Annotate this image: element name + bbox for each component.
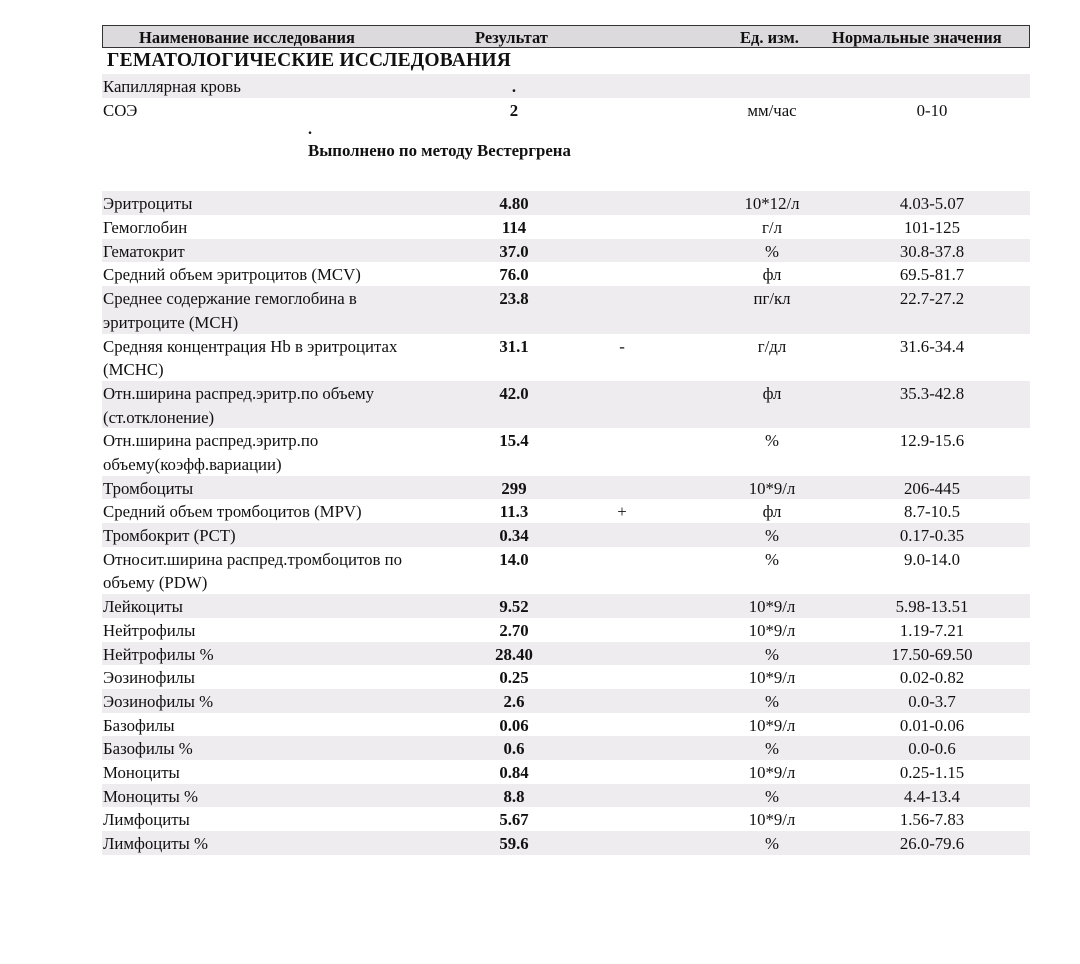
test-norm: 0.01-0.06 (899, 715, 965, 735)
test-result: 0.84 (499, 762, 529, 782)
test-result: 9.52 (499, 597, 529, 617)
table-row (102, 618, 1030, 642)
header-unit: Ед. изм. (740, 28, 799, 47)
test-name: СОЭ (103, 100, 138, 120)
test-norm: 0.0-0.6 (908, 739, 956, 759)
test-unit: % (765, 549, 779, 569)
test-unit: фл (762, 502, 782, 522)
table-header (102, 25, 1030, 48)
test-result: 37.0 (499, 241, 529, 261)
method-note (102, 121, 1030, 191)
test-norm: 17.50-69.50 (891, 644, 973, 664)
table-row (102, 807, 1030, 831)
test-name: Средний объем тромбоцитов (MPV) (103, 502, 362, 522)
test-name: Моноциты % (103, 786, 199, 806)
pre-rows (102, 74, 1030, 121)
test-norm: 4.4-13.4 (904, 786, 960, 806)
test-unit: г/дл (757, 336, 787, 356)
table-row (102, 98, 1030, 122)
test-norm: 26.0-79.6 (899, 834, 965, 854)
test-unit: 10*9/л (748, 715, 796, 735)
test-result: 59.6 (499, 834, 529, 854)
test-result: . (511, 77, 517, 96)
test-result: 28.40 (495, 644, 533, 664)
table-row (102, 642, 1030, 666)
table-row (102, 760, 1030, 784)
table-row (102, 547, 1030, 594)
test-name: Нейтрофилы (103, 620, 196, 640)
test-unit: % (765, 644, 779, 664)
test-unit: мм/час (747, 100, 797, 120)
table-row (102, 476, 1030, 500)
test-norm: 4.03-5.07 (899, 194, 965, 214)
test-result: 0.6 (503, 739, 525, 759)
result-flag: + (617, 502, 627, 522)
test-name: Тромбокрит (PCT) (103, 526, 236, 546)
table-row (102, 286, 1030, 333)
test-result: 42.0 (499, 383, 529, 403)
test-name: Отн.ширина распред.эритр.по объему(коэфф.вариации) (103, 431, 319, 474)
test-result: 2.6 (503, 691, 525, 711)
table-row (102, 665, 1030, 689)
table-row (102, 689, 1030, 713)
test-norm: 9.0-14.0 (904, 549, 960, 569)
table-row (102, 784, 1030, 808)
test-unit: г/л (762, 218, 782, 238)
table-row (102, 736, 1030, 760)
test-result: 15.4 (499, 431, 529, 451)
table-row (102, 523, 1030, 547)
test-norm: 12.9-15.6 (899, 431, 965, 451)
test-name: Средняя концентрация Hb в эритроцитах (MCHC) (103, 336, 398, 380)
test-norm: 30.8-37.8 (899, 241, 965, 261)
test-result: 0.34 (499, 526, 529, 546)
table-row (102, 831, 1030, 855)
test-name: Капиллярная кровь (103, 77, 241, 96)
test-norm: 31.6-34.4 (899, 336, 965, 356)
test-norm: 0-10 (916, 100, 948, 120)
test-result: 5.67 (499, 810, 529, 830)
table-row (102, 499, 1030, 523)
method-note-text: Выполнено по методу Вестергрена (308, 141, 571, 161)
test-result: 0.25 (499, 668, 529, 688)
test-norm: 22.7-27.2 (899, 289, 965, 309)
test-result: 2.70 (499, 620, 529, 640)
test-result: 11.3 (499, 502, 529, 522)
test-name: Отн.ширина распред.эритр.по объему (ст.отклонение) (103, 383, 375, 427)
test-unit: % (765, 834, 779, 854)
test-name: Эозинофилы % (103, 691, 214, 711)
test-norm: 1.56-7.83 (899, 810, 965, 830)
test-result: 4.80 (499, 194, 529, 214)
test-unit: % (765, 786, 779, 806)
test-result: 14.0 (499, 549, 529, 569)
test-name: Базофилы (103, 715, 175, 735)
test-name: Тромбоциты (103, 478, 194, 498)
test-result: 114 (501, 218, 527, 238)
table-row (102, 262, 1030, 286)
test-name: Базофилы % (103, 739, 193, 759)
test-result: 76.0 (499, 265, 529, 285)
header-result: Результат (475, 28, 548, 47)
test-result: 2 (509, 100, 519, 120)
test-norm: 206-445 (904, 478, 960, 498)
result-flag: - (619, 336, 625, 356)
test-unit: фл (762, 265, 782, 285)
test-unit: % (765, 241, 779, 261)
test-unit: 10*9/л (748, 620, 796, 640)
test-norm: 0.17-0.35 (899, 526, 965, 546)
test-unit: 10*9/л (748, 478, 796, 498)
table-row (102, 74, 1030, 98)
test-unit: 10*12/л (744, 194, 800, 214)
table-row (102, 428, 1030, 475)
test-unit: 10*9/л (748, 597, 796, 617)
test-norm: 35.3-42.8 (899, 383, 965, 403)
test-norm: 69.5-81.7 (899, 265, 965, 285)
method-note-dot: . (308, 121, 312, 139)
test-name: Гематокрит (103, 241, 185, 261)
test-norm: 8.7-10.5 (904, 502, 960, 522)
test-unit: 10*9/л (748, 810, 796, 830)
test-unit: % (765, 431, 779, 451)
table-row (102, 594, 1030, 618)
test-unit: 10*9/л (748, 668, 796, 688)
test-name: Средний объем эритроцитов (MCV) (103, 265, 361, 285)
lab-results-table (102, 25, 1030, 855)
test-result: 299 (501, 478, 527, 498)
test-result: 23.8 (499, 289, 529, 309)
test-name: Нейтрофилы % (103, 644, 214, 664)
test-result: 0.06 (499, 715, 529, 735)
result-rows (102, 191, 1030, 854)
table-row (102, 215, 1030, 239)
test-norm: 0.02-0.82 (899, 668, 965, 688)
table-row (102, 713, 1030, 737)
test-name: Гемоглобин (103, 218, 188, 238)
table-row (102, 191, 1030, 215)
table-row (102, 334, 1030, 381)
test-norm: 0.25-1.15 (899, 762, 965, 782)
test-norm: 1.19-7.21 (899, 620, 965, 640)
test-norm: 5.98-13.51 (895, 597, 969, 617)
test-unit: 10*9/л (748, 762, 796, 782)
test-unit: % (765, 739, 779, 759)
test-norm: 101-125 (904, 218, 960, 238)
test-name: Эозинофилы (103, 668, 195, 688)
header-norm: Нормальные значения (832, 28, 1002, 47)
test-unit: % (765, 526, 779, 546)
header-name: Наименование исследования (139, 28, 355, 47)
test-name: Лимфоциты (103, 810, 190, 830)
test-result: 31.1 (499, 336, 529, 356)
test-unit: фл (762, 383, 782, 403)
test-name: Эритроциты (103, 194, 193, 214)
test-unit: пг/кл (753, 289, 791, 309)
test-unit: % (765, 691, 779, 711)
test-name: Среднее содержание гемоглобина в эритроците (MCH) (103, 289, 357, 332)
test-result: 8.8 (503, 786, 525, 806)
test-norm: 0.0-3.7 (908, 691, 956, 711)
test-name: Моноциты (103, 762, 180, 782)
table-row (102, 239, 1030, 263)
test-name: Лейкоциты (103, 597, 183, 617)
section-title: ГЕМАТОЛОГИЧЕСКИЕ ИССЛЕДОВАНИЯ (107, 50, 512, 71)
table-row (102, 381, 1030, 428)
test-name: Лимфоциты % (103, 834, 208, 854)
test-name: Относит.ширина распред.тромбоцитов по объему (PDW) (103, 549, 402, 593)
